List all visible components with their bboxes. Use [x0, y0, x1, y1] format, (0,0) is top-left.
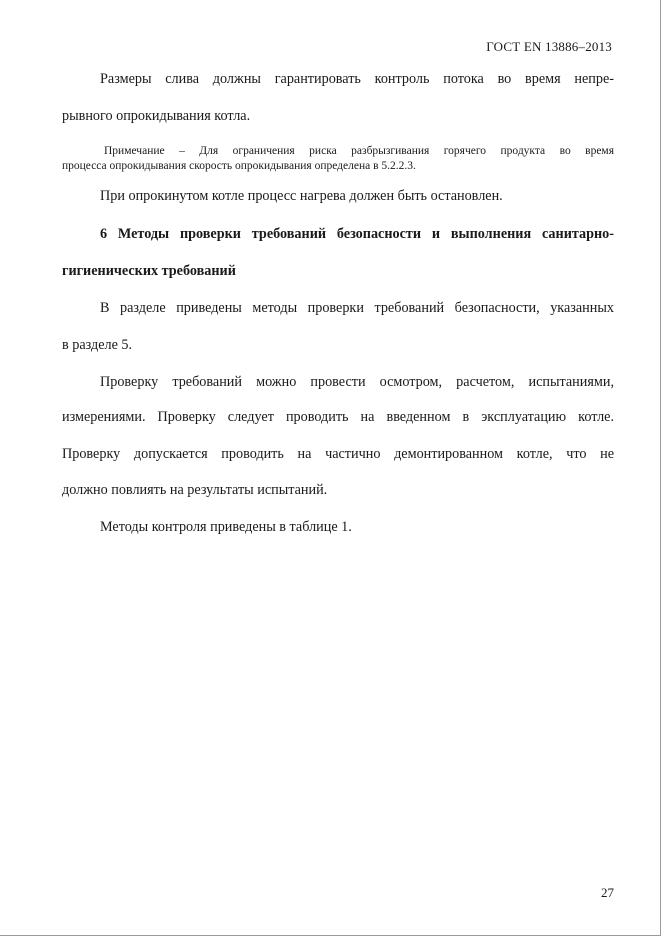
paragraph-drain-line-1: Размеры слива должны гарантировать контроль потока во время непре-: [100, 71, 614, 87]
note-line-1: Примечание – Для ограничения риска разбрызгивания горячего продукта во время: [104, 145, 614, 157]
page-number: 27: [601, 885, 614, 900]
paragraph-inspection-line-1: Проверку требований можно провести осмотром, расчетом, испытаниями,: [100, 374, 614, 390]
section-6-heading-line-1: 6 Методы проверки требований безопасности и выполнения санитарно-: [100, 226, 614, 242]
paragraph-inspection-line-4: должно повлиять на результаты испытаний.: [62, 482, 328, 498]
paragraph-heating-stop: При опрокинутом котле процесс нагрева должен быть остановлен.: [100, 188, 503, 204]
paragraph-table-reference: Методы контроля приведены в таблице 1.: [100, 519, 352, 535]
paragraph-methods-line-2: в разделе 5.: [62, 337, 133, 353]
note-line-2: процесса опрокидывания скорость опрокидывания определена в 5.2.2.3.: [62, 160, 416, 172]
section-6-heading-line-2: гигиенических требований: [62, 263, 236, 279]
paragraph-methods-line-1: В разделе приведены методы проверки требований безопасности, указанных: [100, 300, 614, 316]
paragraph-drain-line-2: рывного опрокидывания котла.: [62, 108, 251, 124]
paragraph-inspection-line-3: Проверку допускается проводить на частично демонтированном котле, что не: [62, 446, 614, 462]
paragraph-inspection-line-2: измерениями. Проверку следует проводить на введенном в эксплуатацию котле.: [62, 409, 614, 425]
document-code-header: ГОСТ EN 13886–2013: [486, 39, 612, 54]
